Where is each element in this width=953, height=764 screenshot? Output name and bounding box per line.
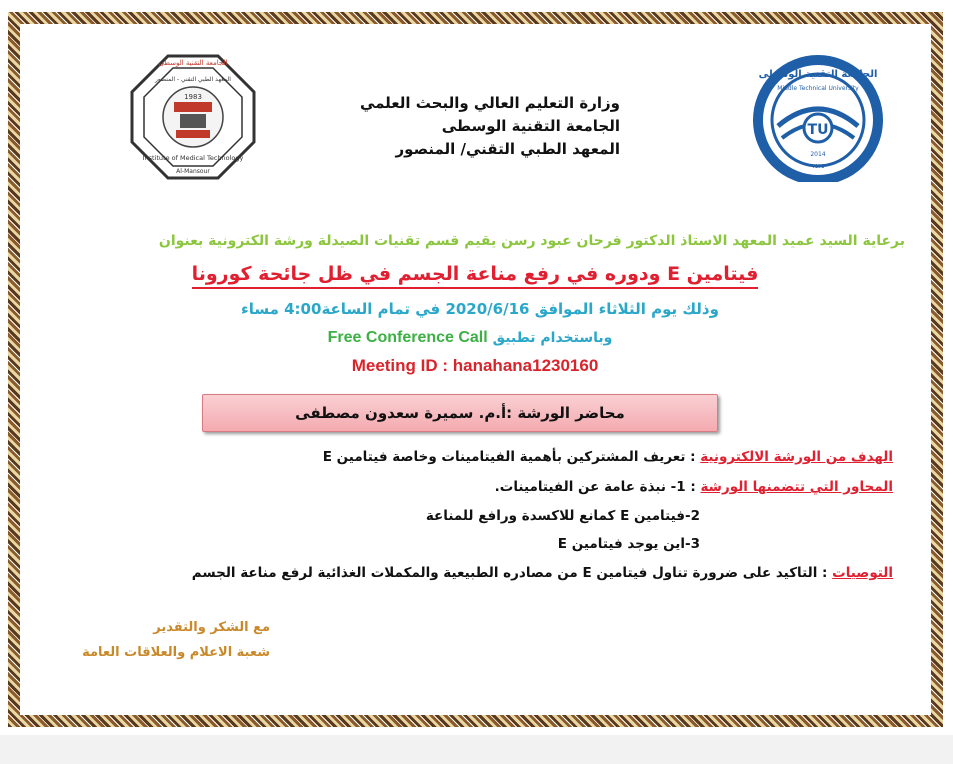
university-logo-icon xyxy=(748,52,888,182)
seal-year: 1983 xyxy=(184,93,202,101)
app-name: Free Conference Call xyxy=(327,329,488,346)
goal-text: : تعريف المشتركين بأهمية الفيتامينات وخاصة فيتامين E xyxy=(322,449,696,465)
recommendations-label: التوصيات xyxy=(832,565,893,581)
seal-arabic-inner: المعهد الطبي التقني - المنصور xyxy=(155,76,231,83)
seal-city: Al-Mansour xyxy=(176,168,210,175)
university-monogram: TU xyxy=(807,122,829,138)
ministry-name: وزارة التعليم العالي والبحث العلمي xyxy=(359,94,620,112)
header-block xyxy=(300,92,620,161)
topic-1: : 1- نبذة عامة عن الفيتامينات. xyxy=(494,479,696,495)
university-arabic-name: الجامعة التقنية الوسطى xyxy=(758,69,878,80)
meeting-id: Meeting ID : hanahana1230160 xyxy=(351,356,599,375)
app-prefix: وباستخدام تطبيق xyxy=(492,330,613,346)
seal-arabic-top: الجامعة التقنية الوسطى xyxy=(158,59,228,67)
workshop-title: فيتامين E ودوره في رفع مناعة الجسم في ظل جائحة كورونا xyxy=(192,263,759,289)
title-wrap xyxy=(190,263,760,289)
date-line: وذلك يوم الثلاثاء الموافق 2020/6/16 في تمام الساعة4:00 مساء xyxy=(241,300,719,318)
recommendations-text: : التاكيد على ضرورة تناول فيتامين E من مصادره الطبيعية والمكملات الغذائية لرفع مناعة الجسم xyxy=(191,565,828,581)
university-year: 2014 xyxy=(810,151,826,158)
topics-line xyxy=(495,479,893,495)
recommendations-line xyxy=(192,565,893,581)
university-name: الجامعة التقنية الوسطى xyxy=(441,117,620,135)
closing-thanks: مع الشكر والتقدير xyxy=(153,620,270,635)
app-line xyxy=(260,329,680,347)
closing-department: شعبة الاعلام والعلاقات العامة xyxy=(82,645,270,660)
topic-2: 2-فيتامين E كمانع للاكسدة ورافع للمناعة xyxy=(425,508,700,524)
goal-line xyxy=(323,449,893,465)
lecturer-box xyxy=(202,394,718,432)
institute-name: المعهد الطبي التقني/ المنصور xyxy=(395,140,620,158)
university-year-hijri: ١٤٣٥ xyxy=(811,163,825,170)
university-english-name: Middle Technical University xyxy=(777,85,859,92)
topic-3: 3-اين يوجد فيتامين E xyxy=(557,536,700,552)
institute-seal-icon xyxy=(128,52,258,182)
lecturer-text: محاضر الورشة :أ.م. سميرة سعدون مصطفى xyxy=(295,404,625,422)
seal-english: Institute of Medical Technology xyxy=(142,154,244,162)
sponsorship-line: برعاية السيد عميد المعهد الاستاذ الدكتور فرحان عبود رسن يقيم قسم تقنيات الصيدلة ورشة الكترونية بعنوان xyxy=(158,233,905,249)
goal-label: الهدف من الورشة الالكترونية xyxy=(700,449,893,465)
bottom-bar xyxy=(0,735,953,764)
topics-label: المحاور التي تتضمنها الورشة xyxy=(700,479,893,495)
